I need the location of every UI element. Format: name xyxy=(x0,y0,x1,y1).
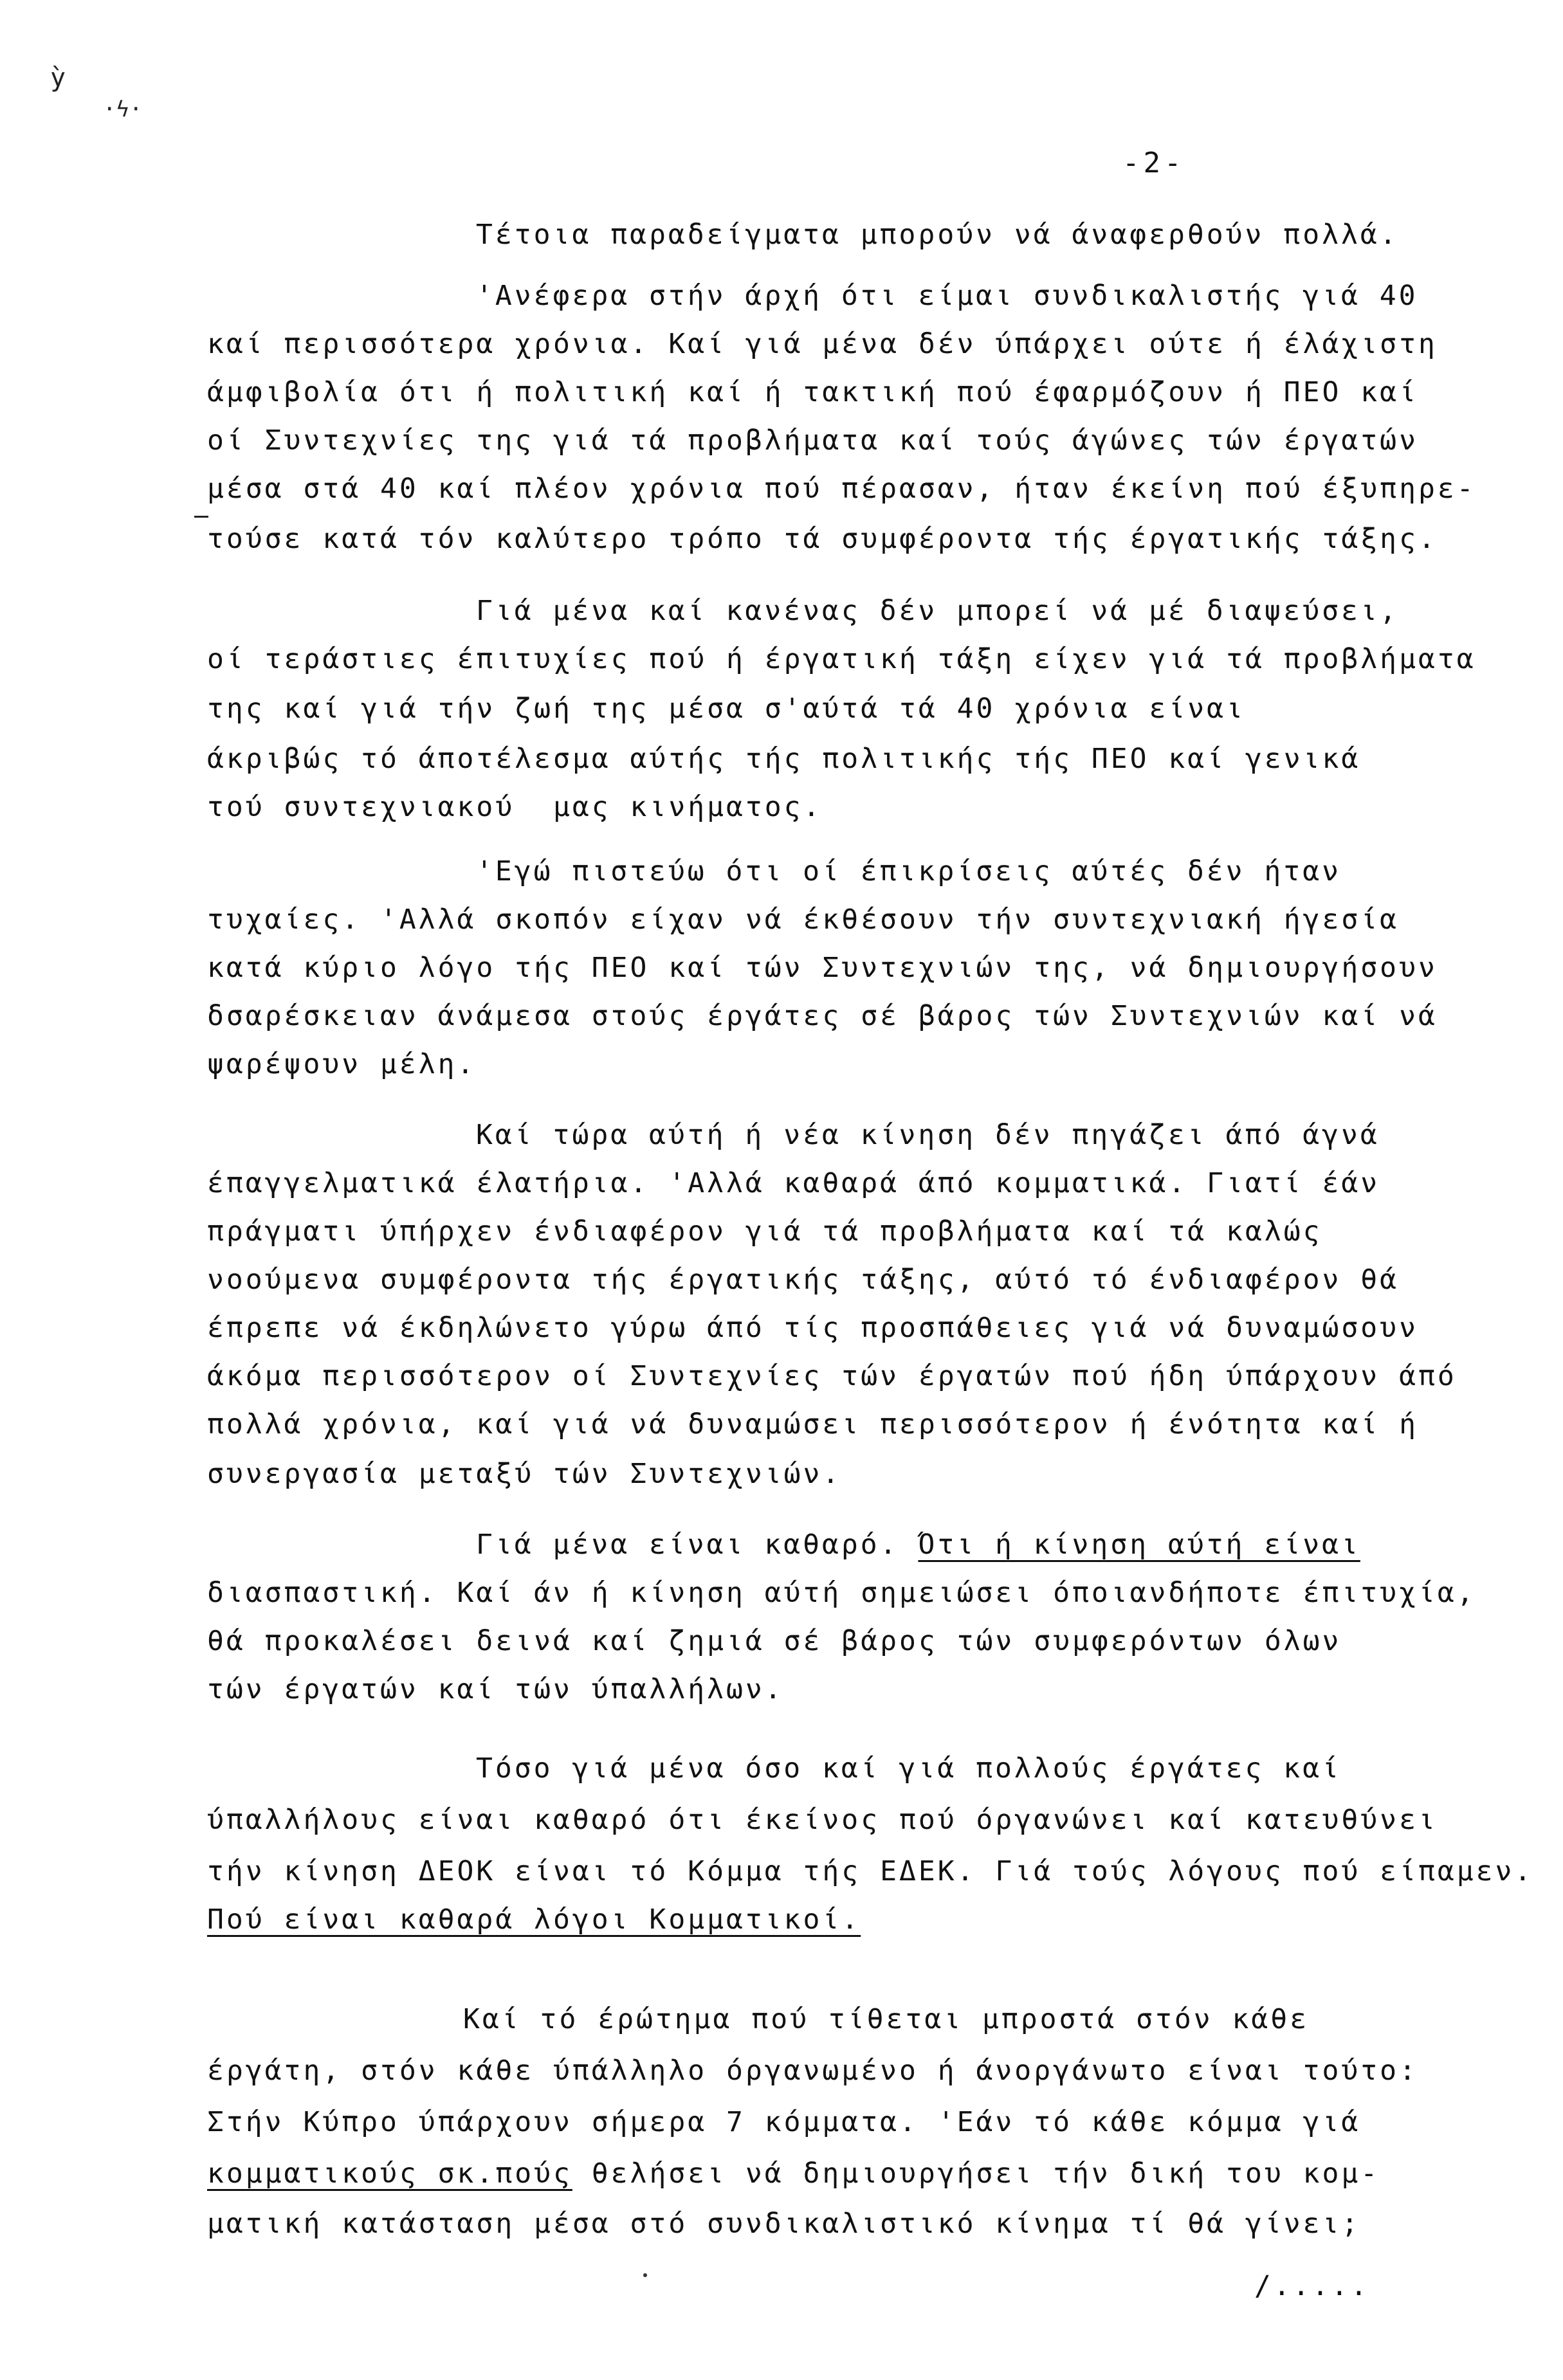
paragraph-line: διασπαστική. Καί άν ή κίνηση αύτή σημειώσει όποιανδήποτε έπιτυχία, xyxy=(207,1577,1476,1609)
paragraph-line: της καί γιά τήν ζωή της μέσα σ'αύτά τά 40 χρόνια είναι xyxy=(207,693,1245,725)
paragraph-line: πράγματι ύπήρχεν ένδιαφέρον γιά τά προβλήματα καί τά καλώς xyxy=(207,1215,1322,1248)
paragraph-line xyxy=(476,1525,1563,1564)
paragraph-line: θά προκαλέσει δεινά καί ζημιά σέ βάρος τών συμφερόντων όλων xyxy=(207,1625,1342,1657)
paragraph-line: 'Ανέφερα στήν άρχή ότι είμαι συνδικαλιστής γιά 40 xyxy=(476,280,1418,312)
continuation-marker: /..... xyxy=(1254,2270,1370,2302)
paragraph-line: άκόμα περισσότερον οί Συντεχνίες τών έργατών πού ήδη ύπάρχουν άπό xyxy=(207,1360,1457,1392)
paragraph-line: Γιά μένα καί κανένας δέν μπορεί νά μέ διαψεύσει, xyxy=(476,595,1399,627)
paragraph-line: οί τεράστιες έπιτυχίες πού ή έργατική τάξη είχεν γιά τά προβλήματα xyxy=(207,643,1476,675)
paragraph-line: Τέτοια παραδείγματα μπορούν νά άναφερθούν πολλά. xyxy=(476,219,1399,251)
paragraph-line: καί περισσότερα χρόνια. Καί γιά μένα δέν ύπάρχει ούτε ή έλάχιστη xyxy=(207,328,1438,360)
margin-mark xyxy=(194,516,208,518)
underlined-text: Πού είναι καθαρά λόγοι Κομματικοί. xyxy=(207,1903,861,1936)
scan-speck xyxy=(643,2273,647,2277)
paragraph-line: έργάτη, στόν κάθε ύπάλληλο όργανωμένο ή άνοργάνωτο είναι τούτο: xyxy=(207,2055,1418,2087)
paragraph-line: νοούμενα συμφέροντα τής έργατικής τάξης, αύτό τό ένδιαφέρον θά xyxy=(207,1264,1400,1296)
paragraph-line: άμφιβολία ότι ή πολιτική καί ή τακτική πού έφαρμόζουν ή ΠΕΟ καί xyxy=(207,376,1418,408)
paragraph-line: Καί τό έρώτημα πού τίθεται μπροστά στόν κάθε xyxy=(463,2003,1310,2035)
paragraph-line: δσαρέσκειαν άνάμεσα στούς έργάτες σέ βάρος τών Συντεχνιών καί νά xyxy=(207,1000,1438,1032)
paragraph-line: τούσε κατά τόν καλύτερο τρόπο τά συμφέροντα τής έργατικής τάξης. xyxy=(207,523,1438,555)
underlined-text: Ότι ή κίνηση αύτή είναι xyxy=(918,1529,1360,1561)
scan-mark: ỳ xyxy=(50,63,66,93)
paragraph-line: Τόσο γιά μένα όσο καί γιά πολλούς έργάτες καί xyxy=(476,1752,1341,1785)
paragraph-line: τού συντεχνιακού μας κινήματος. xyxy=(207,791,823,823)
paragraph-line: τών έργατών καί τών ύπαλλήλων. xyxy=(207,1673,784,1705)
paragraph-line: τυχαίες. 'Αλλά σκοπόν είχαν νά έκθέσουν τήν συντεχνιακή ήγεσία xyxy=(207,904,1400,936)
page-number: -2- xyxy=(1122,147,1185,179)
scan-mark: ·ϟ· xyxy=(103,96,143,122)
underlined-text: κομματικούς σκ.πούς xyxy=(207,2157,572,2190)
paragraph-line: συνεργασία μεταξύ τών Συντεχνιών. xyxy=(207,1458,842,1490)
paragraph-line: μέσα στά 40 καί πλέον χρόνια πού πέρασαν, ήταν έκείνη πού έξυπηρε- xyxy=(207,473,1476,505)
paragraph-text: θελήσει νά δημιουργήσει τήν δική του κομ- xyxy=(572,2157,1380,2190)
paragraph-line: έπαγγελματικά έλατήρια. 'Αλλά καθαρά άπό κομματικά. Γιατί έάν xyxy=(207,1167,1380,1199)
paragraph-line: τήν κίνηση ΔΕΟΚ είναι τό Κόμμα τής ΕΔΕΚ. Γιά τούς λόγους πού είπαμεν. xyxy=(207,1855,1534,1887)
paragraph-line: ψαρέψουν μέλη. xyxy=(207,1048,477,1080)
paragraph-text: Γιά μένα είναι καθαρό. xyxy=(476,1529,919,1561)
paragraph-line: πολλά χρόνια, καί γιά νά δυναμώσει περισσότερον ή ένότητα καί ή xyxy=(207,1408,1418,1440)
paragraph-line xyxy=(207,2154,1545,2193)
paragraph-line: Καί τώρα αύτή ή νέα κίνηση δέν πηγάζει άπό άγνά xyxy=(476,1119,1380,1151)
paragraph-line: άκριβώς τό άποτέλεσμα αύτής τής πολιτικής τής ΠΕΟ καί γενικά xyxy=(207,743,1361,775)
paragraph-line: ματική κατάσταση μέσα στό συνδικαλιστικό κίνημα τί θά γίνει; xyxy=(207,2208,1361,2240)
paragraph-line: κατά κύριο λόγο τής ΠΕΟ καί τών Συντεχνιών της, νά δημιουργήσουν xyxy=(207,952,1438,984)
paragraph-line: ύπαλλήλους είναι καθαρό ότι έκείνος πού όργανώνει καί κατευθύνει xyxy=(207,1804,1438,1836)
paragraph-line: οί Συντεχνίες της γιά τά προβλήματα καί τούς άγώνες τών έργατών xyxy=(207,424,1418,457)
paragraph-line: Στήν Κύπρο ύπάρχουν σήμερα 7 κόμματα. 'Εάν τό κάθε κόμμα γιά xyxy=(207,2106,1361,2138)
paragraph-line xyxy=(207,1900,1545,1939)
paragraph-line: έπρεπε νά έκδηλώνετο γύρω άπό τίς προσπάθειες γιά νά δυναμώσουν xyxy=(207,1312,1418,1344)
paragraph-line: 'Εγώ πιστεύω ότι οί έπικρίσεις αύτές δέν ήταν xyxy=(476,855,1341,887)
